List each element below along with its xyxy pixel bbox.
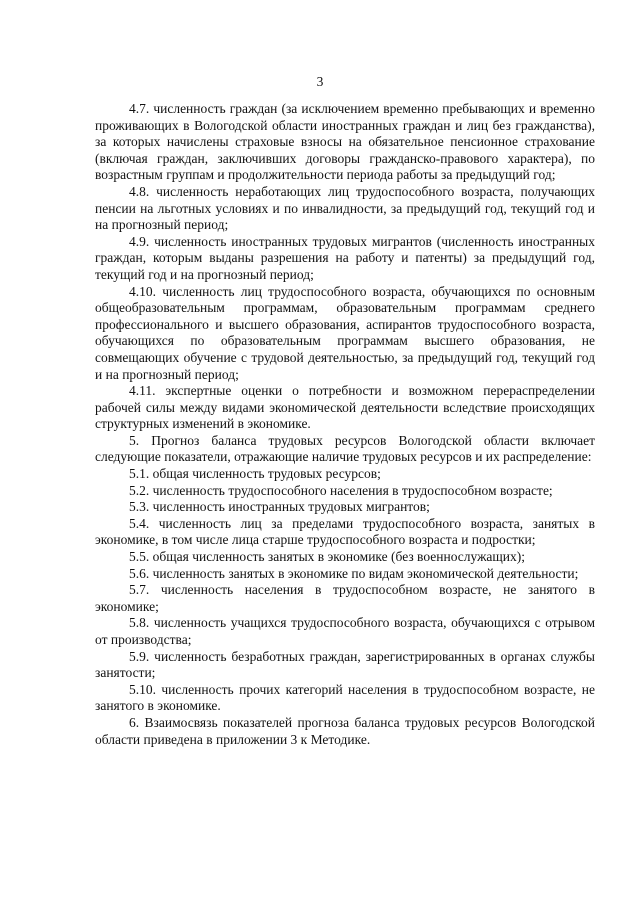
paragraph-4-10: 4.10. численность лиц трудоспособного возраста, обучающихся по основным общеобразовательным программам, образовательным программам среднего профессионального и высшего образования, аспирантов трудоспособного возраста, обучающихся по образовательным программам высшего образования, не совмещающих обучение с трудовой деятельностью, за предыдущий год, текущий год и на прогнозный период; (95, 283, 595, 382)
paragraph-5-9: 5.9. численность безработных граждан, зарегистрированных в органах службы занятости; (95, 648, 595, 681)
paragraph-5-10: 5.10. численность прочих категорий населения в трудоспособном возрасте, не занятого в экономике. (95, 681, 595, 714)
paragraph-5-6: 5.6. численность занятых в экономике по видам экономической деятельности; (129, 565, 579, 581)
page-number: 3 (316, 74, 324, 89)
paragraph-5-1: 5.1. общая численность трудовых ресурсов; (129, 466, 381, 482)
paragraph-5-7: 5.7. численность населения в трудоспособном возрасте, не занятого в экономике; (95, 582, 595, 614)
paragraph-5-5: 5.5. общая численность занятых в экономике (без военнослужащих); (129, 549, 526, 565)
paragraph-5-2: 5.2. численность трудоспособного населения в трудоспособном возрасте; (129, 482, 553, 498)
paragraph-5-8: 5.8. численность учащихся трудоспособного возраста, обучающихся с отрывом от производства; (95, 615, 595, 647)
paragraph-4-9: 4.9. численность иностранных трудовых мигрантов (численность иностранных граждан, которым выданы разрешения на работу и патенты) за предыдущий год, текущий год и на прогнозный период; (95, 233, 595, 282)
paragraph-4-8: 4.8. численность неработающих лиц трудоспособного возраста, получающих пенсии на льготных условиях и по инвалидности, за предыдущий год, текущий год и на прогнозный период; (95, 183, 595, 233)
paragraph-4-7: 4.7. численность граждан (за исключением временно пребывающих и временно проживающих в Вологодской области иностранных граждан и лиц без гражданства), за которых начислены страховые взносы на обязательное пенсионное страхование (включая граждан, заключивших договоры гражданско-правового характера), по возрастным группам и продолжительности периода работы за предыдущий год; (95, 101, 595, 183)
paragraph-5-3: 5.3. численность иностранных трудовых мигрантов; (129, 499, 430, 515)
paragraph-4-11: 4.11. экспертные оценки о потребности и возможном перераспределении рабочей силы между видами экономической деятельности вследствие происходящих структурных изменений в экономике. (95, 383, 595, 432)
paragraph-5-4: 5.4. численность лиц за пределами трудоспособного возраста, занятых в экономике, в том числе лица старше трудоспособного возраста и подростки; (95, 515, 595, 548)
document-body (95, 101, 595, 748)
paragraph-6: 6. Взаимосвязь показателей прогноза баланса трудовых ресурсов Вологодской области приведена в приложении 3 к Методике. (95, 714, 595, 747)
paragraph-5: 5. Прогноз баланса трудовых ресурсов Вологодской области включает следующие показатели, отражающие наличие трудовых ресурсов и их распределение: (95, 432, 595, 465)
